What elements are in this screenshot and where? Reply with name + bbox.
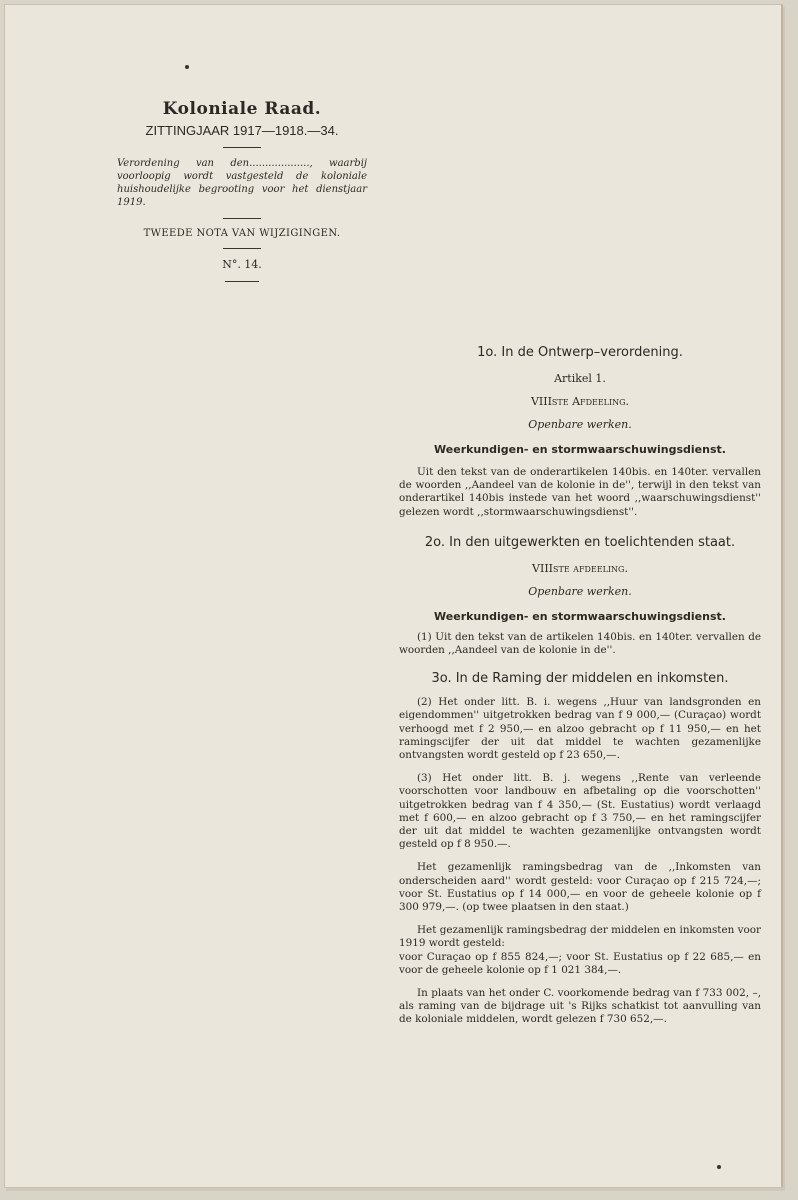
subsection-label: Openbare werken.	[528, 584, 632, 598]
divider	[223, 147, 261, 148]
section-3-paragraph: voor Curaçao op f 855 824,—; voor St. Eustatius op f 22 685,— en voor de geheele kolonie op f 1 021 384,—.	[399, 950, 761, 976]
section-3-paragraph: Het gezamenlijk ramingsbedrag der middelen en inkomsten voor 1919 wordt gesteld:	[399, 924, 761, 950]
divider	[225, 281, 259, 282]
divider	[223, 218, 261, 219]
verordening-text: Verordening van den..................., waarbij voorloopig wordt vastgesteld de koloniale huishoudelijke begrooting voor het dienstjaar 1919.	[117, 158, 367, 208]
dienst-heading: Weerkundigen- en stormwaarschuwingsdienst.	[434, 609, 726, 623]
afdeeling-label: VIIIste Afdeeling.	[530, 395, 630, 408]
artikel-label: Artikel 1.	[554, 372, 606, 385]
section-3-paragraph: (3) Het onder litt. B. j. wegens ,,Rente van verleende voorschotten voor landbouw en afbetaling op die voorschotten'' uitgetrokken bedrag van f 4 350,— (St. Eustatius) wordt verlaagd met f 600,— en alzoo gebracht op f 3 750,— en het ramingscijfer der uit dat middel te wachten gezamenlijke ontvangsten wordt gesteld op f 8 950.—.	[399, 772, 761, 851]
amendments-column	[399, 345, 761, 1027]
dienst-heading: Weerkundigen- en stormwaarschuwingsdienst.	[434, 443, 726, 456]
section-2-text: (1) Uit den tekst van de artikelen 140bis. en 140ter. vervallen de woorden ,,Aandeel van de kolonie in de''.	[399, 630, 761, 657]
section-3-paragraph: (2) Het onder litt. B. i. wegens ,,Huur van landsgronden en eigendommen'' uitgetrokken bedrag van f 9 000,— (Curaçao) wordt verhoogd met f 2 950,— en alzoo gebracht op f 11 950,— en het ramingscijfer der uit dat middel te wachten gezamenlijke ontvangsten wordt gesteld op f 23 650,—.	[399, 696, 761, 762]
document-page	[4, 4, 783, 1188]
section-3-paragraph: Het gezamenlijk ramingsbedrag van de ,,Inkomsten van onderscheiden aard'' wordt gesteld: voor Curaçao op f 215 724,—; voor St. Eustatius op f 14 000,— en voor de geheele kolonie op f 300 979,—. (op twee plaatsen in den staat.)	[399, 861, 761, 914]
ink-dot	[717, 1165, 721, 1169]
ink-dot	[185, 65, 189, 69]
section-1-heading: 1o. In de Ontwerp–verordening.	[477, 345, 683, 360]
document-number: N°. 14.	[222, 258, 262, 271]
divider	[223, 248, 261, 249]
section-2-heading: 2o. In den uitgewerkten en toelichtenden staat.	[424, 534, 736, 550]
section-3-heading: 3o. In de Raming der middelen en inkomsten.	[431, 671, 729, 687]
nota-title: TWEEDE NOTA VAN WIJZIGINGEN.	[143, 228, 341, 239]
page-title: Koloniale Raad.	[162, 99, 322, 119]
subsection-label: Openbare werken.	[528, 418, 632, 431]
section-3-paragraph: In plaats van het onder C. voorkomende bedrag van f 733 002, –, als raming van de bijdrage uit 's Rijks schatkist tot aanvulling van de koloniale middelen, wordt gelezen f 730 652,—.	[399, 987, 761, 1026]
header-block	[117, 99, 367, 282]
session-year: ZITTINGJAAR 1917—1918.—34.	[145, 123, 339, 138]
afdeeling-label: VIIIste afdeeling.	[532, 561, 628, 575]
section-1-text: Uit den tekst van de onderartikelen 140bis. en 140ter. vervallen de woorden ,,Aandeel van de kolonie in de'', terwijl in den tekst van onderartikel 140bis instede van het woord ,,waarschuwingsdienst'' gelezen wordt ,,stormwaarschuwingsdienst''.	[399, 466, 761, 518]
